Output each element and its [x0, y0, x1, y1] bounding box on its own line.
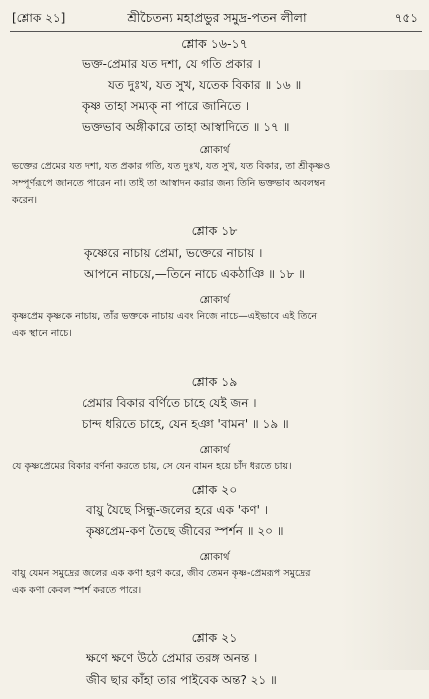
- verse-line: ভক্তভাব অঙ্গীকারে তাহা আস্বাদিতে ॥ ১৭ ॥: [82, 120, 290, 134]
- verse-heading: শ্লোক ১৯: [191, 374, 238, 389]
- verse-line: ভক্ত-প্রেমার যত দশা, যে গতি প্রকার ।: [82, 57, 261, 71]
- verse-line: জীব ছার কাঁহা তার পাইবেক অন্ত? ২১ ॥: [86, 673, 277, 687]
- translation-line: যে কৃষ্ণপ্রেমের বিকার বর্ণনা করতে চায়, সে যেন বামন হয়ে চাঁদ ধরতে চায়।: [12, 461, 292, 472]
- translation-label: শ্লোকার্থ: [199, 295, 230, 306]
- verse-line: কৃষ্ণ তাহা সম্যক্ না পারে জানিতে ।: [82, 99, 250, 113]
- translation-line: এক কণা কেবল স্পর্শ করতে পারে।: [12, 585, 142, 596]
- verse-line: ক্ষণে ক্ষণে উঠে প্রেমার তরঙ্গ অনন্ত ।: [86, 651, 258, 665]
- translation-label: শ্লোকার্থ: [199, 445, 230, 456]
- translation-line: করেন।: [12, 195, 38, 206]
- running-header: [12, 8, 422, 30]
- verse-line: চান্দ ধরিতে চাহে, যেন হঞা 'বামন' ॥ ১৯ ॥: [82, 417, 289, 431]
- verse-line: কৃষ্ণেরে নাচায় প্রেমা, ভক্তেরে নাচায় ।: [84, 246, 263, 260]
- translation-line: এক স্থানে নাচে।: [12, 328, 72, 339]
- verse-heading: শ্লোক ২১: [191, 630, 238, 645]
- verse-line: আপনে নাচয়ে,—তিনে নাচে একঠাঞি ॥ ১৮ ॥: [84, 267, 305, 281]
- verse-heading: শ্লোক ২০: [191, 482, 238, 497]
- header-chapter-title: শ্রীচৈতন্য মহাপ্রভুর সমুদ্র-পতন লীলা: [127, 10, 307, 25]
- verse-line: কৃষ্ণপ্রেম-কণ তৈছে জীবের স্পর্শন ॥ ২০ ॥: [86, 524, 284, 538]
- page-shadow: [340, 70, 429, 670]
- verse-line: প্রেমার বিকার বর্ণিতে চাহে যেই জন ।: [82, 396, 257, 410]
- header-page-number: ৭৫১: [394, 11, 418, 25]
- verse-line: যত দুঃখ, যত সুখ, যতেক বিকার ॥ ১৬ ॥: [108, 78, 302, 92]
- translation-label: শ্লোকার্থ: [199, 552, 230, 563]
- verse-heading: শ্লোক ১৮: [191, 223, 238, 238]
- translation-line: কৃষ্ণপ্রেম কৃষ্ণকে নাচায়, তাঁর ভক্তকে নাচায় এবং নিজে নাচে—এইভাবে এই তিনে: [12, 311, 318, 322]
- translation-line: বায়ু যেমন সমুদ্রের জলের এক কণা হরণ করে, জীব তেমন কৃষ্ণ-প্রেমরূপ সমুদ্রের: [12, 568, 311, 579]
- translation-line: ভক্তের প্রেমের যত দশা, যত প্রকার গতি, যত দুঃখ, যত সুখ, যত বিকার, তা শ্রীকৃষ্ণও: [12, 161, 331, 172]
- header-verse-range: [শ্লোক ২১]: [12, 11, 66, 25]
- header-divider: [10, 31, 422, 32]
- translation-line: সম্পূর্ণরূপে জানতে পারেন না। তাই তা আস্বাদন করার জন্য তিনি ভক্তভাব অবলম্বন: [12, 178, 326, 189]
- verse-line: বায়ু যৈছে সিন্ধু-জলের হরে এক 'কণ' ।: [86, 503, 269, 517]
- translation-label: শ্লোকার্থ: [199, 145, 230, 156]
- verse-heading: শ্লোক ১৬-১৭: [181, 36, 248, 51]
